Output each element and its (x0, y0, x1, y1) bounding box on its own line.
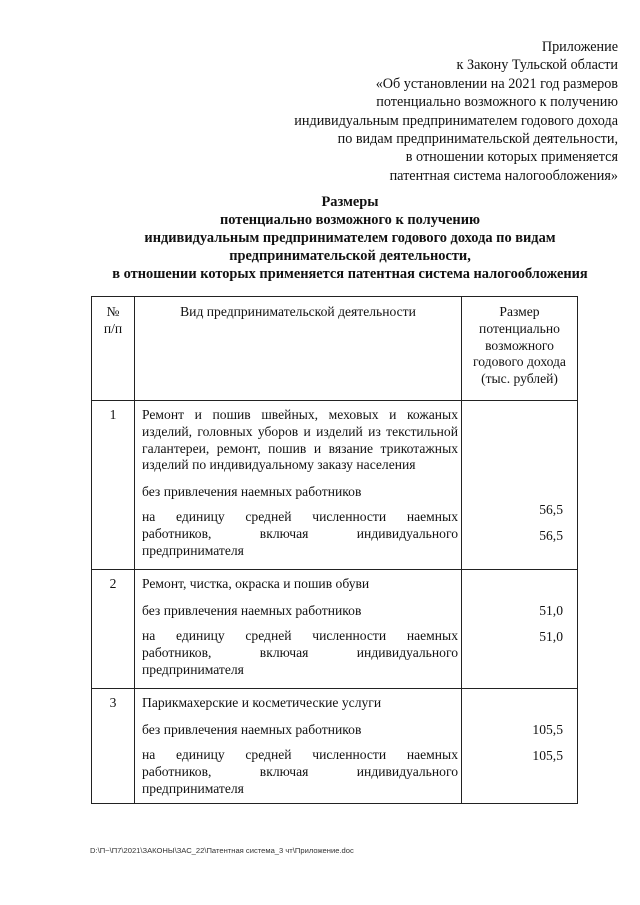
appendix-line: «Об установлении на 2021 год размеров (375, 75, 618, 92)
row-number: 2 (92, 570, 135, 689)
document-title (60, 193, 640, 283)
activity-sub-label: без привлечения наемных работников (142, 603, 362, 619)
activity-sub-label: без привлечения наемных работников (142, 722, 362, 738)
activity-sub-label: на единицу средней численности наемных работников, включая индивидуального предпринимателя (142, 627, 458, 677)
row-number: 3 (92, 689, 135, 804)
income-value: 51,0 (539, 629, 563, 645)
appendix-line: индивидуальным предпринимателем годового дохода (294, 112, 618, 129)
appendix-header (198, 38, 618, 185)
header-value: Размер потенциально возможного годового дохода (тыс. рублей) (462, 297, 578, 401)
value-cell (462, 689, 578, 804)
title-line: предпринимательской деятельности, (229, 248, 471, 264)
title-line: индивидуальным предпринимателем годового дохода по видам (144, 230, 556, 246)
appendix-line: Приложение (541, 39, 618, 55)
table-row (92, 570, 578, 689)
activity-sub-label: без привлечения наемных работников (142, 484, 362, 500)
value-cell (462, 401, 578, 570)
income-value: 105,5 (532, 748, 563, 764)
income-value: 56,5 (539, 527, 563, 543)
value-cell (462, 570, 578, 689)
title-line: Размеры (321, 194, 379, 210)
row-number: 1 (92, 401, 135, 570)
appendix-line: потенциально возможного к получению (376, 94, 618, 111)
activity-cell (135, 689, 462, 804)
header-activity: Вид предпринимательской деятельности (135, 297, 462, 401)
appendix-line: патентная система налогообложения» (389, 167, 618, 184)
header-number: № п/п (92, 297, 135, 401)
activity-cell (135, 570, 462, 689)
income-table (91, 296, 578, 804)
table-row (92, 401, 578, 570)
income-value: 105,5 (532, 722, 563, 738)
activity-cell (135, 401, 462, 570)
title-line: в отношении которых применяется патентная система налогообложения (112, 266, 588, 282)
activity-title: Ремонт и пошив швейных, меховых и кожаных изделий, головных уборов и изделий из текстильной галантереи, ремонт, пошив и вязание трикотажных изделий по индивидуальному заказу населения (142, 407, 458, 473)
appendix-line: к Закону Тульской области (456, 57, 618, 74)
appendix-line: в отношении которых применяется (405, 149, 618, 166)
activity-title: Ремонт, чистка, окраска и пошив обуви (142, 576, 370, 592)
table-header-row (92, 297, 578, 401)
activity-sub-label: на единицу средней численности наемных работников, включая индивидуального предпринимателя (142, 746, 458, 796)
appendix-line: по видам предпринимательской деятельности, (337, 131, 618, 148)
activity-sub-label: на единицу средней численности наемных работников, включая индивидуального предпринимателя (142, 508, 458, 558)
activity-title: Парикмахерские и косметические услуги (142, 695, 382, 711)
income-value: 51,0 (539, 603, 563, 619)
title-line: потенциально возможного к получению (219, 212, 481, 228)
income-value: 56,5 (539, 502, 563, 517)
table-row (92, 689, 578, 804)
file-path-footer: D:\П~\П7\2021\ЗАКОНЫ\ЗАС_22\Патентная система_3 чт\Приложение.doc (90, 846, 354, 855)
